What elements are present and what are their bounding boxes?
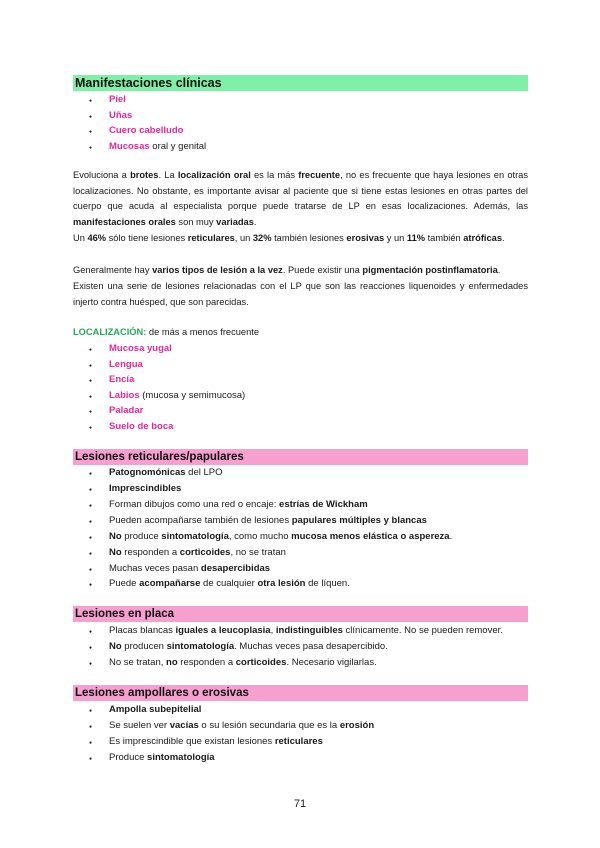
paragraph-percentages: Un 46% sólo tiene lesiones reticulares, un 32% también lesiones erosivas y un 11% también atróficas.	[73, 233, 505, 243]
list-item: ● Piel	[92, 94, 109, 106]
list-item: ● Patognomónicas del LPO	[92, 467, 206, 479]
list-item: ● Muchas veces pasan desapercibidas	[92, 563, 253, 575]
paragraph-types: Generalmente hay varios tipos de lesión a la vez. Puede existir una pigmentación postinflamatoria.	[73, 265, 501, 275]
list-item: ● Pueden acompañarse también de lesiones papulares múltiples y blancas	[92, 515, 410, 527]
list-item: ● Mucosas oral y genital	[92, 141, 189, 153]
list-item: ● Cuero cabelludo	[92, 125, 166, 137]
list-item: ● No se tratan, no responden a corticoides. Necesario vigilarlas.	[92, 657, 360, 669]
section-heading-manifestaciones: Manifestaciones clínicas	[73, 75, 528, 91]
section-heading-reticulares: Lesiones reticulares/papulares	[73, 449, 528, 465]
list-item: ● Es imprescindible que existan lesiones reticulares	[92, 736, 306, 748]
list-item: ● Forman dibujos como una red o encaje: estrías de Wickham	[92, 499, 351, 511]
list-item: ● Mucosa yugal	[92, 343, 155, 355]
list-item: ● Puede acompañarse de cualquier otra lesión de líquen.	[92, 578, 333, 590]
localizacion-heading: LOCALIZACIÓN: de más a menos frecuente	[73, 327, 260, 337]
section-heading-ampollares: Lesiones ampollares o erosivas	[73, 685, 528, 701]
paragraph-related: Existen una serie de lesiones relacionadas con el LP que son las reacciones liquenoides y enfermedades injerto contra huésped, que son parecidas.	[73, 281, 528, 307]
list-item: ● Ampolla subepitelial	[92, 704, 184, 716]
list-item: ● Paladar	[92, 405, 126, 417]
list-item: ● Produce sintomatología	[92, 752, 198, 764]
list-item: ● Imprescindibles	[92, 483, 164, 495]
list-item: ● Lengua	[92, 359, 126, 371]
section-heading-placa: Lesiones en placa	[73, 606, 528, 622]
list-item: ● Uñas	[92, 110, 115, 122]
list-item: ● Suelo de boca	[92, 421, 156, 433]
list-item: ● Labios (mucosa y semimucosa)	[92, 390, 228, 402]
list-item: ● No producen sintomatología. Muchas veces pasa desapercibido.	[92, 641, 371, 653]
paragraph-evolution: Evoluciona a brotes. La localización oral es la más frecuente, no es frecuente que haya lesiones en otras localizaciones. No obstante, es importante avisar al paciente que si tiene estas lesiones en otras partes del cuerpo que acuda al especialista porque puede tratarse de LP en esas localizaciones. Además, las manifestaciones orales son muy variadas.	[73, 170, 528, 227]
list-item: ● No responden a corticoides, no se tratan	[92, 547, 269, 559]
list-item: ● Encía	[92, 374, 117, 386]
page-number: 71	[293, 798, 307, 810]
list-item: ● Se suelen ver vacías o su lesión secundaria que es la erosión	[92, 720, 357, 732]
list-item: ● Placas blancas iguales a leucoplasia, indistinguibles clínicamente. No se pueden remover.	[92, 625, 486, 637]
list-item: ● No produce sintomatología, como mucho mucosa menos elástica o aspereza.	[92, 531, 435, 543]
